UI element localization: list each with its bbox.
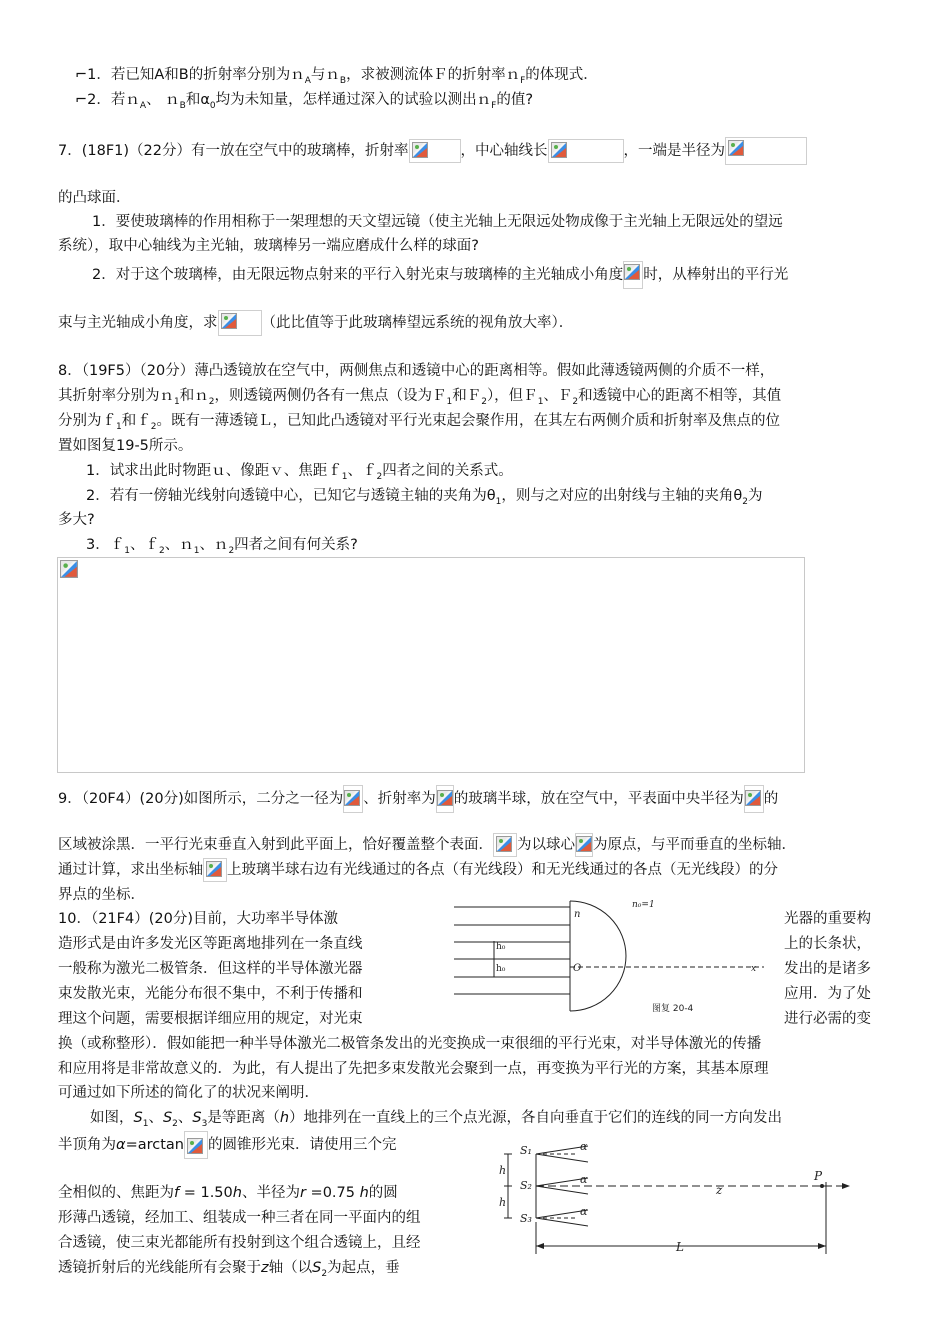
label-alpha-2: α: [580, 1173, 588, 1186]
q10-line-3b: 发出的是诸多: [784, 961, 871, 977]
q10-line-1b: 光器的重要构: [784, 911, 871, 927]
q8-line-7: 多大?: [58, 512, 95, 528]
figure-20-4: [446, 897, 776, 1021]
q10-line-14: 透镜折射后的光线能所有会聚于z轴（以$S_2$为起点，垂: [58, 1260, 400, 1279]
label-s1: S₁: [520, 1144, 532, 1157]
q10-line-9: 如图，$S_1$、$S_2$、$S_3$是等距离（h）地排列在一直线上的三个点光源，各自向垂直于它们的连线的同一方向发出: [90, 1110, 783, 1129]
image-placeholder-icon: [436, 785, 454, 813]
label-alpha-1: α: [580, 1140, 588, 1153]
image-placeholder-icon: [409, 139, 461, 163]
q8-line-8: 3．ｆ$_1$、ｆ$_2$、ｎ$_1$、ｎ$_2$四者之间有何关系?: [86, 537, 358, 556]
q9-line-2: 区域被涂黑．一平行光束垂直入射到此平面上，恰好覆盖整个表面． 为以球心 为原点，与平而垂直的坐标轴．: [58, 833, 796, 857]
image-placeholder-icon: [184, 1131, 208, 1159]
q7-line-1: 7．(18F1)（22分）有一放在空气中的玻璃棒，折射率 ，中心轴线长 ，一端是半径为: [58, 137, 807, 165]
q6-marker: ⌐: [75, 67, 88, 83]
label-origin: O: [573, 963, 582, 974]
q10-line-6: 换（或称整形）．假如能把一种半导体激光二极管条发出的光变换成一束很细的平行光束，对半导体激光的传播: [58, 1036, 762, 1052]
q10-line-3a: 一般称为激光二极管条．但这样的半导体激光器: [58, 961, 363, 977]
q10-line-5b: 进行必需的变: [784, 1011, 871, 1027]
image-placeholder-icon: [60, 560, 78, 578]
q10-line-2a: 造形式是由许多发光区等距离地排列在一条直线: [58, 936, 363, 952]
q10-line-10: 半顶角为α=arctan 的圆锥形光束．请使用三个完: [58, 1131, 396, 1159]
q6-item-1: ⌐1．若已知A和B的折射率分别为ｎ$_A$与ｎ$_B$，求被测流体Ｆ的折射率ｎ$_F$的体现式．: [75, 67, 598, 86]
q10-line-4a: 束发散光束，光能分布很不集中，不利于传播和: [58, 986, 363, 1002]
q7-line-3: 1．要使玻璃棒的作用相称于一架理想的天文望远镜（使主光轴上无限远处物成像于主光轴上无限远处的望远: [92, 214, 783, 230]
label-z: z: [716, 1183, 723, 1197]
q10-line-11: 全相似的、焦距为f = 1.50h、半径为r =0.75 h的圆: [58, 1185, 398, 1201]
label-n: n: [574, 909, 581, 920]
q9-line-3: 通过计算，求出坐标轴 上玻璃半球右边有光线通过的各点（有光线段）和无光线通过的各点（无光线段）的分: [58, 858, 778, 882]
image-placeholder-icon: [493, 833, 517, 857]
q8-line-5: 1．试求出此时物距ｕ、像距ｖ、焦距ｆ$_1$、ｆ$_2$四者之间的关系式。: [86, 463, 513, 482]
image-placeholder-icon: [725, 137, 807, 165]
q10-line-13: 合透镜，使三束光都能所有投射到这个组合透镜上，且经: [58, 1235, 421, 1251]
label-h0-upper: h₀: [496, 942, 506, 952]
label-h0-lower: h₀: [496, 964, 506, 974]
image-placeholder-icon: [623, 261, 643, 289]
q10-line-8: 可通过如下所述的简化了的状况来阐明．: [58, 1085, 319, 1101]
q10-line-4b: 应用．为了处: [784, 986, 871, 1002]
label-x: x: [751, 964, 757, 974]
figure-caption: 图复 20-4: [652, 1004, 694, 1014]
q7-line-2: 的凸球面．: [58, 190, 131, 206]
q8-line-4: 置如图复19-5所示。: [58, 438, 193, 454]
label-s3: S₃: [520, 1212, 532, 1225]
q8-line-1: 8．（19F5）（20分）薄凸透镜放在空气中，两侧焦点和透镜中心的距离相等。假如此薄透镜两侧的介质不一样，: [58, 363, 775, 379]
q9-line-4: 界点的坐标．: [58, 887, 145, 903]
label-s2: S₂: [520, 1179, 532, 1192]
image-placeholder-icon: [548, 139, 624, 163]
q7-line-5: 2．对于这个玻璃棒，由无限远物点射来的平行入射光束与玻璃棒的主光轴成小角度 时，从棒射出的平行光: [92, 261, 788, 289]
q7-line-4: 系统），取中心轴线为主光轴，玻璃棒另一端应磨成什么样的球面?: [58, 238, 479, 254]
label-h-lower: h: [499, 1196, 507, 1209]
label-alpha-3: α: [580, 1205, 588, 1218]
q8-line-2: 其折射率分别为ｎ$_1$和ｎ$_2$，则透镜两侧仍各有一焦点（设为Ｆ$_1$和Ｆ$_2$），但Ｆ$_1$、Ｆ$_2$和透镜中心的距离不相等，其值: [58, 388, 782, 407]
q10-line-7: 和应用将是非常故意义的．为此，有人提出了先把多束发散光会聚到一点，再变换为平行光的方案，其基本原理: [58, 1061, 769, 1077]
label-h-upper: h: [499, 1164, 507, 1177]
image-placeholder-icon: [575, 833, 593, 857]
figure-point-sources: [496, 1138, 856, 1260]
image-placeholder-icon: [343, 785, 363, 813]
q8-line-6: 2．若有一傍轴光线射向透镜中心，已知它与透镜主轴的夹角为$\theta_1$，则与之对应的出射线与主轴的夹角$\theta_2$为: [86, 488, 763, 507]
label-l: L: [676, 1240, 684, 1254]
q7-line-6: 束与主光轴成小角度，求 （此比值等于此玻璃棒望远系统的视角放大率）．: [58, 310, 573, 336]
q10-line-5a: 理这个问题，需要根据详细应用的规定，对光束: [58, 1011, 363, 1027]
figure-19-5-placeholder: [57, 557, 805, 773]
q10-line-2b: 上的长条状，: [784, 936, 871, 952]
q9-line-1: 9．（20F4）(20分)如图所示，二分之一径为 、折射率为 的玻璃半球，放在空气中，平表面中央半径为 的: [58, 785, 778, 813]
image-placeholder-icon: [218, 310, 262, 336]
q10-line-12: 形薄凸透镜，经加工、组装成一种三者在同一平面内的组: [58, 1210, 421, 1226]
label-p: P: [814, 1169, 823, 1183]
image-placeholder-icon: [744, 785, 764, 813]
q10-line-1a: 10．（21F4）(20分)目前，大功率半导体激: [58, 911, 338, 927]
image-placeholder-icon: [203, 858, 227, 882]
q6-item-2: ⌐2．若ｎ$_A$、 ｎ$_B$和$\alpha_0$均为未知量，怎样通过深入的试验以测出ｎ$_F$的值?: [75, 92, 534, 111]
label-n0: n₀=1: [632, 900, 655, 910]
q8-line-3: 分别为ｆ$_1$和ｆ$_2$。既有一薄透镜Ｌ，已知此凸透镜对平行光束起会聚作用，在其左右两侧介质和折射率及焦点的位: [58, 413, 780, 432]
